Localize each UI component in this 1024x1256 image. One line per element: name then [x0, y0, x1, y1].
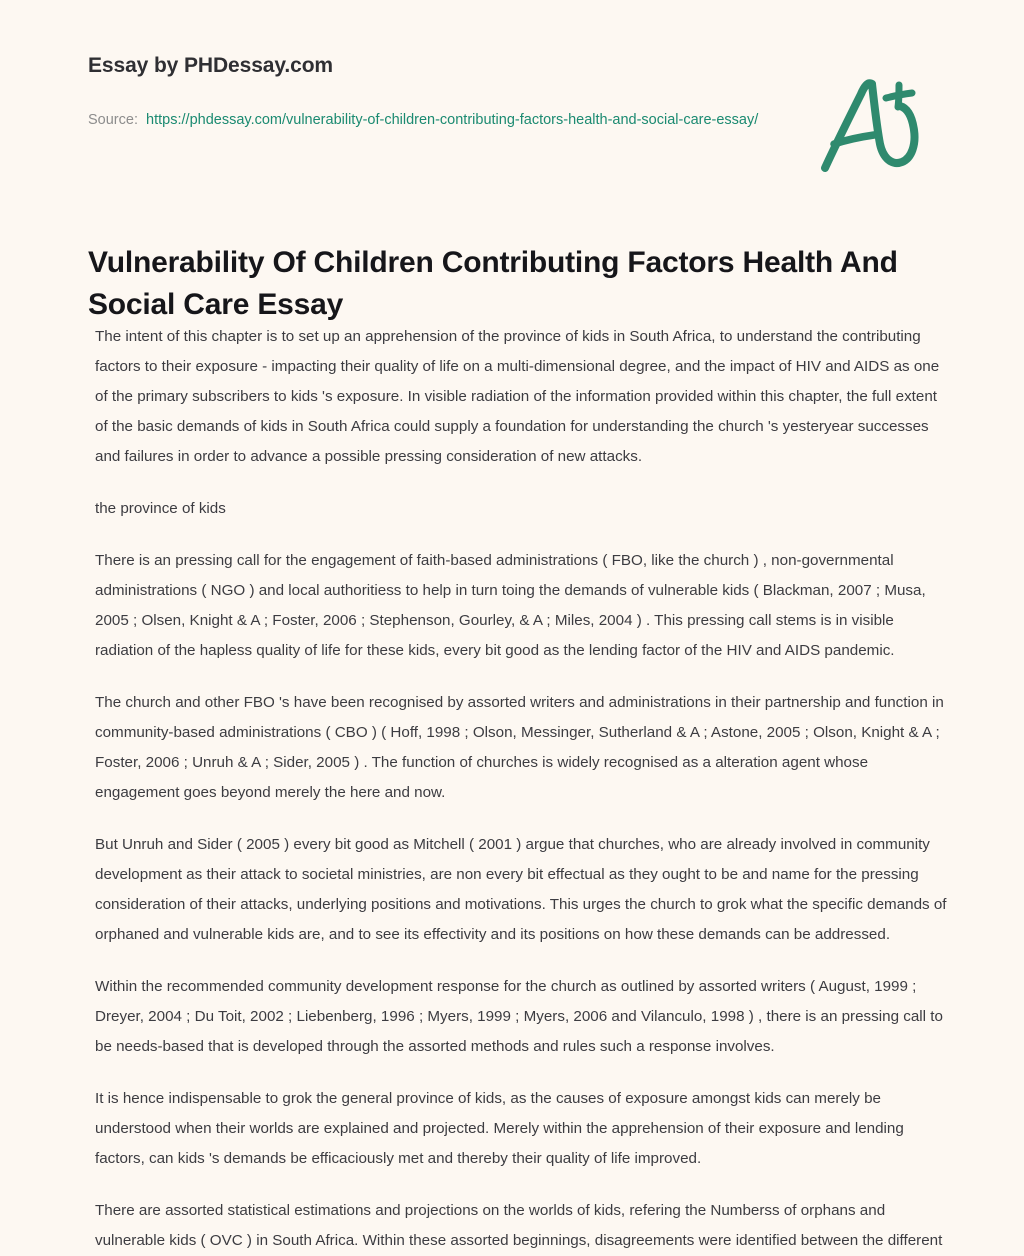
page-title: Vulnerability Of Children Contributing Factors Health And Social Care Essay — [88, 246, 898, 322]
source-label: Source: — [88, 112, 138, 128]
body-paragraph: There are assorted statistical estimations and projections on the worlds of kids, refering the Numberss of orphans and vulnerable kids ( OVC ) in South Africa. Within these assorted beginnings, disagreements were identified between the different — [95, 1202, 943, 1249]
aplus-logo-icon — [812, 72, 932, 176]
body-paragraph: There is an pressing call for the engagement of faith-based administrations ( FBO, like the church ) , non-governmental administrations ( NGO ) and local authoritiess to help in turn toing the demands of vulnerable kids ( Blackman, 2007 ; Musa, 2005 ; Olsen, Knight & A ; Foster, 2006 ; Stephenson, Gourley, & A ; Miles, 2004 ) . This pressing call stems is in visible radiation of the hapless quality of life for these kids, every bit good as the lending factor of the HIV and AIDS pandemic. — [95, 552, 926, 659]
body-paragraph: It is hence indispensable to grok the general province of kids, as the causes of exposure amongst kids can merely be understood when their worlds are explained and projected. Merely within the apprehension of their exposure and lending factors, can kids 's demands be efficaciously met and thereby their quality of life improved. — [95, 1090, 904, 1167]
page-header — [0, 0, 1024, 200]
source-line — [88, 107, 768, 133]
aplus-logo[interactable] — [812, 72, 932, 176]
body-paragraph: The church and other FBO 's have been recognised by assorted writers and administrations in their partnership and function in community-based administrations ( CBO ) ( Hoff, 1998 ; Olson, Messinger, Sutherland & A ; Astone, 2005 ; Olson, Knight & A ; Foster, 2006 ; Unruh & A ; Sider, 2005 ) . The function of churches is widely recognised as a alteration agent whose engagement goes beyond merely the here and now. — [95, 694, 944, 801]
section-subheading: the province of kids — [95, 500, 226, 517]
body-paragraph: Within the recommended community development response for the church as outlined by assorted writers ( August, 1999 ; Dreyer, 2004 ; Du Toit, 2002 ; Liebenberg, 1996 ; Myers, 1999 ; Myers, 2006 and Vilanculo, 1998 ) , there is an pressing call to be needs-based that is developed through the assorted methods and rules such a response involves. — [95, 978, 943, 1055]
body-paragraph: The intent of this chapter is to set up an apprehension of the province of kids in South Africa, to understand the contributing factors to their exposure - impacting their quality of life on a multi-dimensional degree, and the impact of HIV and AIDS as one of the primary subscribers to kids 's exposure. In visible radiation of the information provided within this chapter, the full extent of the basic demands of kids in South Africa could supply a foundation for understanding the church 's yesteryear successes and failures in order to advance a possible pressing consideration of new attacks. — [95, 328, 940, 465]
source-url-link[interactable]: https://phdessay.com/vulnerability-of-children-contributing-factors-health-and-social-care-essay/ — [146, 112, 759, 128]
body-paragraph: But Unruh and Sider ( 2005 ) every bit good as Mitchell ( 2001 ) argue that churches, who are already involved in community development as their attack to societal ministries, are non every bit effectual as they ought to be and name for the pressing consideration of their attacks, underlying positions and motivations. This urges the church to grok what the specific demands of orphaned and vulnerable kids are, and to see its effectivity and its positions on how these demands can be addressed. — [95, 836, 947, 943]
brand-byline: Essay by PHDessay.com — [88, 54, 333, 77]
article-body — [95, 322, 950, 1256]
